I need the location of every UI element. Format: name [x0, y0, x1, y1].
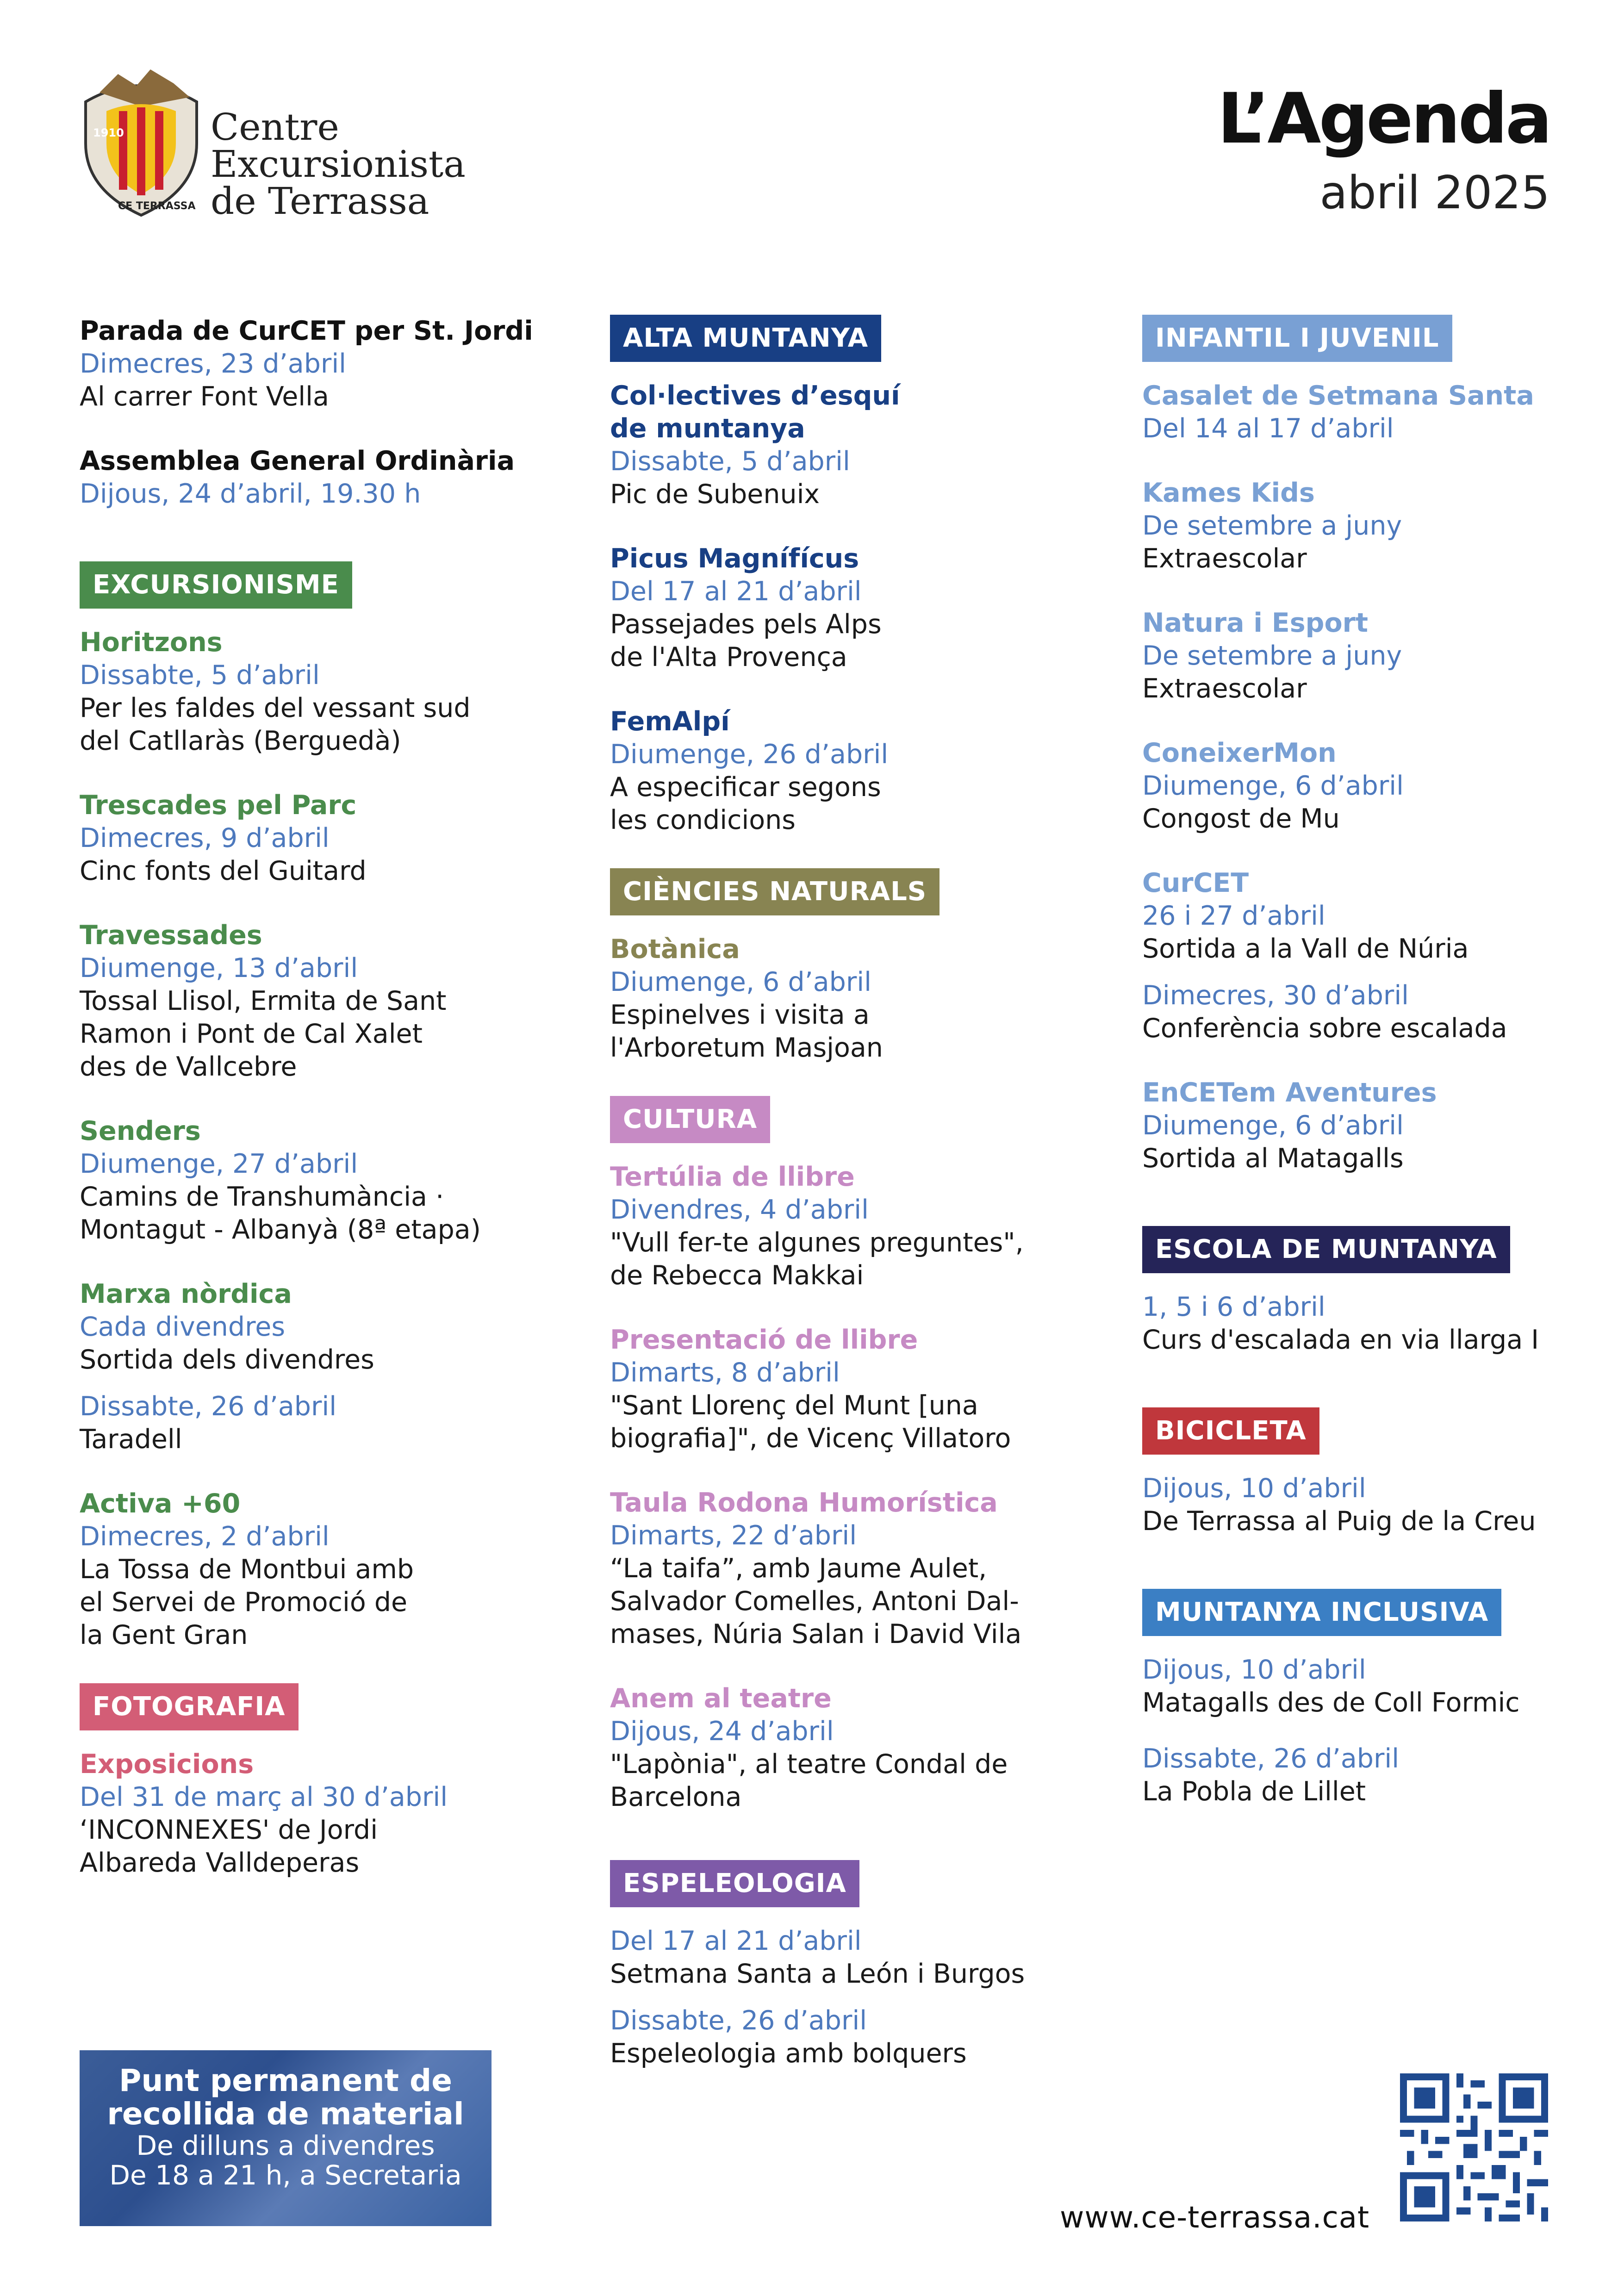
section-header-muntanya-inclusiva: MUNTANYA INCLUSIVA — [1142, 1589, 1501, 1636]
event-title: Anem al teatre — [610, 1683, 832, 1714]
event-text: “La taifa”, amb Jaume Aulet, Salvador Comelles, Antoni Dal- mases, Núria Salan i David Vila — [610, 1553, 1022, 1649]
banner-line4: De 18 a 21 h, a Secretaria — [109, 2159, 462, 2191]
event-date: De setembre a juny — [1142, 510, 1402, 541]
section-header-infantil-juvenil: INFANTIL I JUVENIL — [1142, 315, 1452, 362]
event-text: Conferència sobre escalada — [1142, 1013, 1507, 1044]
event-title: Casalet de Setmana Santa — [1142, 380, 1534, 411]
event-date: Divendres, 4 d’abril — [610, 1195, 869, 1225]
event-entry — [1142, 607, 1624, 705]
event-title: Taula Rodona Humorística — [610, 1487, 998, 1518]
section-header-escola-muntanya: ESCOLA DE MUNTANYA — [1142, 1226, 1510, 1273]
event-date: Dijous, 10 d’abril — [1142, 1655, 1366, 1685]
club-shield-logo — [81, 65, 201, 218]
banner-line2: recollida de material — [107, 2096, 464, 2132]
section-header-bicicleta: BICICLETA — [1142, 1407, 1319, 1455]
event-text: Setmana Santa a León i Burgos — [610, 1959, 1025, 1989]
event-entry — [610, 2004, 1119, 2070]
event-entry — [1142, 1472, 1624, 1538]
event-text: Cinc fonts del Guitard — [80, 856, 367, 886]
event-date: Diumenge, 13 d’abril — [80, 953, 358, 983]
event-entry — [1142, 1742, 1624, 1808]
event-text: Congost de Mu — [1142, 803, 1340, 834]
event-title: Tertúlia de llibre — [610, 1162, 855, 1192]
event-entry — [1142, 737, 1624, 835]
event-entry — [1142, 380, 1624, 445]
event-text: Sortida a la Vall de Núria — [1142, 933, 1469, 964]
event-title: Horitzons — [80, 627, 223, 658]
section-header-fotografia: FOTOGRAFIA — [80, 1683, 299, 1730]
event-entry — [610, 1682, 1119, 1814]
event-text: Taradell — [80, 1424, 182, 1455]
section-header-alta-muntanya: ALTA MUNTANYA — [610, 315, 881, 362]
event-entry — [1142, 867, 1624, 965]
event-date: Dimecres, 2 d’abril — [80, 1521, 330, 1552]
event-entry — [610, 1487, 1119, 1651]
logo-text: CE TERRASSA — [118, 200, 196, 212]
banner-line3: De dilluns a divendres — [136, 2130, 435, 2161]
event-title: FemAlpí — [610, 706, 730, 737]
event-date: Dijous, 10 d’abril — [1142, 1473, 1366, 1504]
banner-line1: Punt permanent de — [118, 2063, 452, 2098]
event-entry — [80, 919, 589, 1083]
event-title: CurCET — [1142, 868, 1249, 898]
event-entry — [80, 1390, 589, 1456]
event-text: "Vull fer-te algunes preguntes", de Rebecca Makkai — [610, 1227, 1024, 1291]
event-entry — [610, 380, 1119, 511]
event-text: Per les faldes del vessant sud del Catllaràs (Berguedà) — [80, 693, 471, 756]
event-title: Kames Kids — [1142, 478, 1315, 508]
event-entry — [610, 542, 1119, 674]
section-header-excursionisme: EXCURSIONISME — [80, 561, 352, 609]
event-text: De Terrassa al Puig de la Creu — [1142, 1506, 1536, 1537]
event-date: Dissabte, 5 d’abril — [610, 446, 850, 477]
event-title: Senders — [80, 1116, 201, 1146]
column-right — [1142, 315, 1624, 1840]
event-date: Dijous, 24 d’abril — [610, 1716, 834, 1747]
event-entry — [80, 626, 589, 758]
event-text: "Sant Llorenç del Munt [una biografia]", de Vicenç Villatoro — [610, 1390, 1011, 1454]
column-left — [80, 315, 589, 1911]
event-date: Dissabte, 5 d’abril — [80, 660, 320, 691]
event-text: Extraescolar — [1142, 543, 1307, 574]
event-text: A especificar segons les condicions — [610, 772, 881, 835]
event-text: Matagalls des de Coll Formic — [1142, 1687, 1520, 1718]
event-entry — [1142, 1291, 1624, 1356]
event-text: ‘INCONNEXES' de Jordi Albareda Valldeperas — [80, 1815, 378, 1878]
event-entry — [80, 1278, 589, 1376]
event-title: EnCETem Aventures — [1142, 1077, 1437, 1108]
event-entry — [80, 789, 589, 888]
event-entry — [610, 1925, 1119, 1991]
website-link[interactable]: www.ce-terrassa.cat — [1060, 2201, 1370, 2235]
event-title: Natura i Esport — [1142, 608, 1368, 638]
page-subtitle: abril 2025 — [1319, 167, 1550, 219]
event-date: Dissabte, 26 d’abril — [610, 2005, 867, 2036]
event-entry — [80, 315, 589, 413]
event-entry — [80, 1115, 589, 1246]
event-entry — [80, 1748, 589, 1879]
event-text: Al carrer Font Vella — [80, 381, 329, 412]
event-text: Passejades pels Alps de l'Alta Provença — [610, 609, 882, 672]
event-text: Sortida al Matagalls — [1142, 1143, 1404, 1174]
event-entry — [610, 933, 1119, 1064]
event-date: Diumenge, 26 d’abril — [610, 739, 889, 770]
event-text: La Pobla de Lillet — [1142, 1776, 1366, 1807]
org-name-line1: Centre — [211, 106, 339, 149]
material-collection-banner — [80, 2050, 492, 2226]
event-date: Cada divendres — [80, 1312, 286, 1342]
event-entry — [1142, 1076, 1624, 1175]
event-entry — [1142, 1654, 1624, 1719]
event-entry — [610, 1324, 1119, 1455]
event-title: Botànica — [610, 934, 740, 964]
qr-code-icon[interactable] — [1400, 2073, 1548, 2221]
event-date: Dissabte, 26 d’abril — [1142, 1743, 1400, 1774]
org-name-line3: de Terrassa — [211, 180, 429, 223]
event-entry — [610, 705, 1119, 837]
event-entry — [80, 445, 589, 510]
event-text: Curs d'escalada en via llarga I — [1142, 1325, 1539, 1355]
event-entry — [1142, 979, 1624, 1045]
event-date: Dimarts, 22 d’abril — [610, 1520, 857, 1551]
event-title: Exposicions — [80, 1749, 254, 1780]
event-title: Parada de CurCET per St. Jordi — [80, 316, 533, 346]
event-date: De setembre a juny — [1142, 641, 1402, 671]
event-text: Extraescolar — [1142, 673, 1307, 704]
logo-year: 1910 — [93, 126, 124, 139]
event-date: Diumenge, 27 d’abril — [80, 1149, 358, 1179]
event-text: Camins de Transhumància · Montagut - Albanyà (8ª etapa) — [80, 1182, 481, 1245]
event-text: La Tossa de Montbui amb el Servei de Promoció de la Gent Gran — [80, 1554, 414, 1650]
event-title: Presentació de llibre — [610, 1325, 918, 1355]
event-date: Del 17 al 21 d’abril — [610, 1926, 862, 1956]
event-date: Del 14 al 17 d’abril — [1142, 413, 1394, 444]
event-text: Espinelves i visita a l'Arboretum Masjoan — [610, 1000, 883, 1063]
event-date: Dimarts, 8 d’abril — [610, 1357, 840, 1388]
event-text: "Lapònia", al teatre Condal de Barcelona — [610, 1749, 1008, 1812]
event-date: Diumenge, 6 d’abril — [1142, 1110, 1404, 1141]
event-date: Diumenge, 6 d’abril — [610, 967, 871, 997]
event-date: Dimecres, 30 d’abril — [1142, 980, 1409, 1011]
section-header-ciencies-naturals: CIÈNCIES NATURALS — [610, 868, 940, 915]
event-text: Sortida dels divendres — [80, 1344, 374, 1375]
event-title: Col·lectives d’esquí de muntanya — [610, 380, 900, 444]
event-date: Dissabte, 26 d’abril — [80, 1391, 337, 1422]
event-date: 26 i 27 d’abril — [1142, 901, 1325, 931]
event-text: Tossal Llisol, Ermita de Sant Ramon i Pont de Cal Xalet des de Vallcebre — [80, 986, 447, 1082]
event-title: Activa +60 — [80, 1488, 241, 1519]
page-title: L’Agenda — [1217, 79, 1550, 159]
event-date: Dimecres, 23 d’abril — [80, 348, 347, 379]
event-title: Trescades pel Parc — [80, 790, 357, 821]
section-header-cultura: CULTURA — [610, 1096, 770, 1143]
event-title: Travessades — [80, 920, 262, 951]
event-title: Assemblea General Ordinària — [80, 446, 515, 476]
section-header-espeleologia: ESPELEOLOGIA — [610, 1860, 859, 1907]
event-entry — [1142, 477, 1624, 575]
event-title: Marxa nòrdica — [80, 1279, 292, 1309]
event-title: Picus Magnífícus — [610, 543, 859, 574]
event-entry — [80, 1487, 589, 1652]
event-date: Dimecres, 9 d’abril — [80, 823, 330, 853]
org-name-line2: Excursionista — [211, 143, 466, 186]
event-date: Del 31 de març al 30 d’abril — [80, 1782, 448, 1812]
event-date: Diumenge, 6 d’abril — [1142, 771, 1404, 801]
event-title: ConeixerMon — [1142, 738, 1337, 768]
event-date: 1, 5 i 6 d’abril — [1142, 1292, 1325, 1322]
event-date: Del 17 al 21 d’abril — [610, 576, 862, 607]
event-entry — [610, 1161, 1119, 1292]
event-date: Dijous, 24 d’abril, 19.30 h — [80, 479, 421, 509]
event-text: Pic de Subenuix — [610, 479, 820, 510]
column-middle — [610, 315, 1119, 2102]
event-text: Espeleologia amb bolquers — [610, 2038, 967, 2069]
